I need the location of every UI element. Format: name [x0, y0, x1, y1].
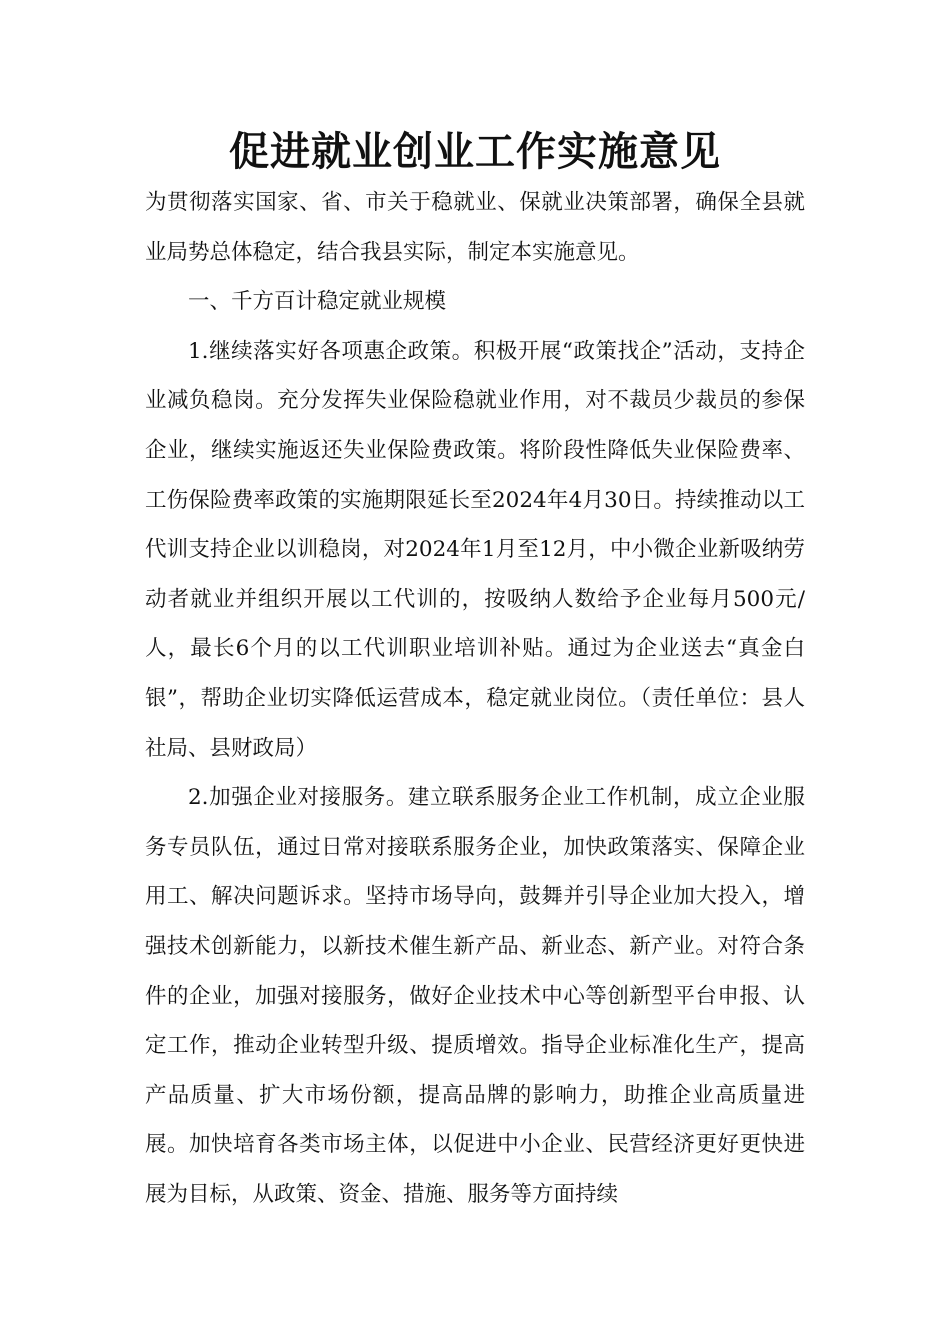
intro-paragraph: 为贯彻落实国家、省、市关于稳就业、保就业决策部署，确保全县就业局势总体稳定，结合我县实际，制定本实施意见。 — [145, 190, 805, 265]
document-body — [145, 178, 805, 1219]
paragraph-1: 1.继续落实好各项惠企政策。积极开展“政策找企”活动，支持企业减负稳岗。充分发挥失业保险稳就业作用，对不裁员少裁员的参保企业，继续实施返还失业保险费政策。将阶段性降低失业保险费率、工伤保险费率政策的实施期限延长至2024年4月30日。持续推动以工代训支持企业以训稳岗，对2024年1月至12月，中小微企业新吸纳劳动者就业并组织开展以工代训的，按吸纳人数给予企业每月500元/人，最长6个月的以工代训职业培训补贴。通过为企业送去“真金白银”，帮助企业切实降低运营成本，稳定就业岗位。（责任单位：县人社局、县财政局） — [145, 338, 805, 761]
document-title: 促进就业创业工作实施意见 — [229, 129, 721, 175]
paragraph-2: 2.加强企业对接服务。建立联系服务企业工作机制，成立企业服务专员队伍，通过日常对接联系服务企业，加快政策落实、保障企业用工、解决问题诉求。坚持市场导向，鼓舞并引导企业加大投入，增强技术创新能力，以新技术催生新产品、新业态、新产业。对符合条件的企业，加强对接服务，做好企业技术中心等创新型平台申报、认定工作，推动企业转型升级、提质增效。指导企业标准化生产，提高产品质量、扩大市场份额，提高品牌的影响力，助推企业高质量进展。加快培育各类市场主体，以促进中小企业、民营经济更好更快进展为目标，从政策、资金、措施、服务等方面持续 — [145, 785, 805, 1207]
section-heading: 一、千方百计稳定就业规模 — [188, 289, 447, 315]
